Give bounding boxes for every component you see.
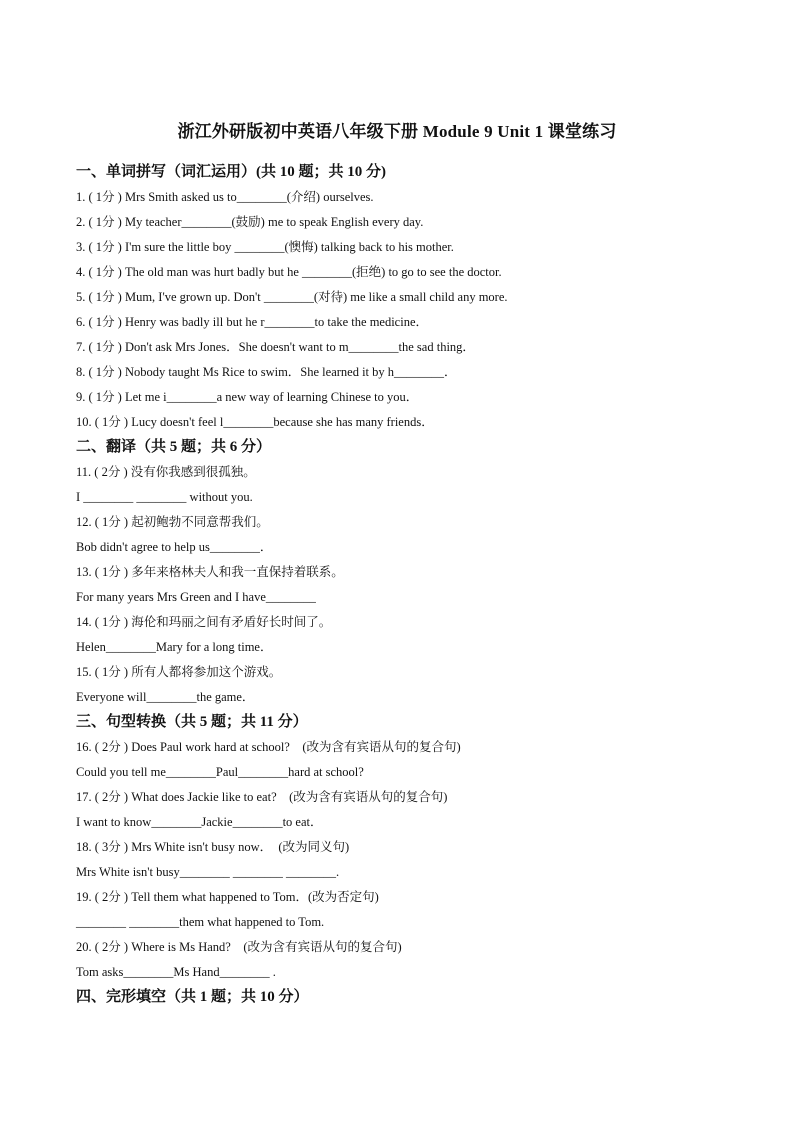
answer-line: Everyone will________the game． [76, 690, 255, 704]
answer-line: Mrs White isn't busy________ ________ ________. [76, 865, 340, 879]
answer-line: Could you tell me________Paul________hard at school? [76, 765, 364, 779]
answer-line: Helen________Mary for a long time． [76, 640, 273, 654]
question-line: 12. ( 1分 ) 起初鲍勃不同意帮我们。 [76, 515, 269, 529]
question-line: 16. ( 2分 ) Does Paul work hard at school? (改为含有宾语从句的复合句) [76, 740, 461, 754]
exercise-content [76, 160, 736, 1010]
answer-line: ________ ________them what happened to Tom. [76, 915, 325, 929]
question-line: 17. ( 2分 ) What does Jackie like to eat? (改为含有宾语从句的复合句) [76, 790, 448, 804]
answer-line: I ________ ________ without you. [76, 490, 253, 504]
question-line: 5. ( 1分 ) Mum, I've grown up. Don't ________(对待) me like a small child any more. [76, 290, 508, 304]
question-line: 2. ( 1分 ) My teacher________(鼓励) me to speak English every day. [76, 215, 424, 229]
section-heading-cloze: 四、完形填空（共 1 题；共 10 分） [76, 989, 309, 1005]
answer-line: Tom asks________Ms Hand________ . [76, 965, 276, 979]
question-line: 15. ( 1分 ) 所有人都将参加这个游戏。 [76, 665, 282, 679]
question-line: 18. ( 3分 ) Mrs White isn't busy now． (改为同义句) [76, 840, 350, 854]
question-line: 4. ( 1分 ) The old man was hurt badly but he ________(拒绝) to go to see the doctor. [76, 265, 502, 279]
answer-line: Bob didn't agree to help us________． [76, 540, 273, 554]
question-line: 9. ( 1分 ) Let me i________a new way of learning Chinese to you． [76, 390, 419, 404]
section-heading-translation: 二、翻译（共 5 题；共 6 分） [76, 439, 272, 455]
question-line: 19. ( 2分 ) Tell them what happened to Tom．(改为否定句) [76, 890, 379, 904]
question-line: 13. ( 1分 ) 多年来格林夫人和我一直保持着联系。 [76, 565, 344, 579]
page-title: 浙江外研版初中英语八年级下册 Module 9 Unit 1 课堂练习 [177, 122, 617, 141]
question-line: 11. ( 2分 ) 没有你我感到很孤独。 [76, 465, 256, 479]
question-line: 1. ( 1分 ) Mrs Smith asked us to________(介绍) ourselves. [76, 190, 374, 204]
question-line: 7. ( 1分 ) Don't ask Mrs Jones．She doesn't want to m________the sad thing． [76, 340, 475, 354]
section-heading-spelling: 一、单词拼写（词汇运用）(共 10 题；共 10 分) [76, 164, 386, 180]
answer-line: For many years Mrs Green and I have________ [76, 590, 316, 604]
question-line: 14. ( 1分 ) 海伦和玛丽之间有矛盾好长时间了。 [76, 615, 332, 629]
question-line: 20. ( 2分 ) Where is Ms Hand? (改为含有宾语从句的复合句) [76, 940, 402, 954]
question-line: 6. ( 1分 ) Henry was badly ill but he r________to take the medicine． [76, 315, 429, 329]
answer-line: I want to know________Jackie________to eat． [76, 815, 323, 829]
section-heading-sentence-transformation: 三、句型转换（共 5 题；共 11 分） [76, 714, 308, 730]
question-line: 8. ( 1分 ) Nobody taught Ms Rice to swim．She learned it by h________． [76, 365, 457, 379]
question-line: 10. ( 1分 ) Lucy doesn't feel l________because she has many friends． [76, 415, 434, 429]
question-line: 3. ( 1分 ) I'm sure the little boy ________(懊悔) talking back to his mother. [76, 240, 454, 254]
